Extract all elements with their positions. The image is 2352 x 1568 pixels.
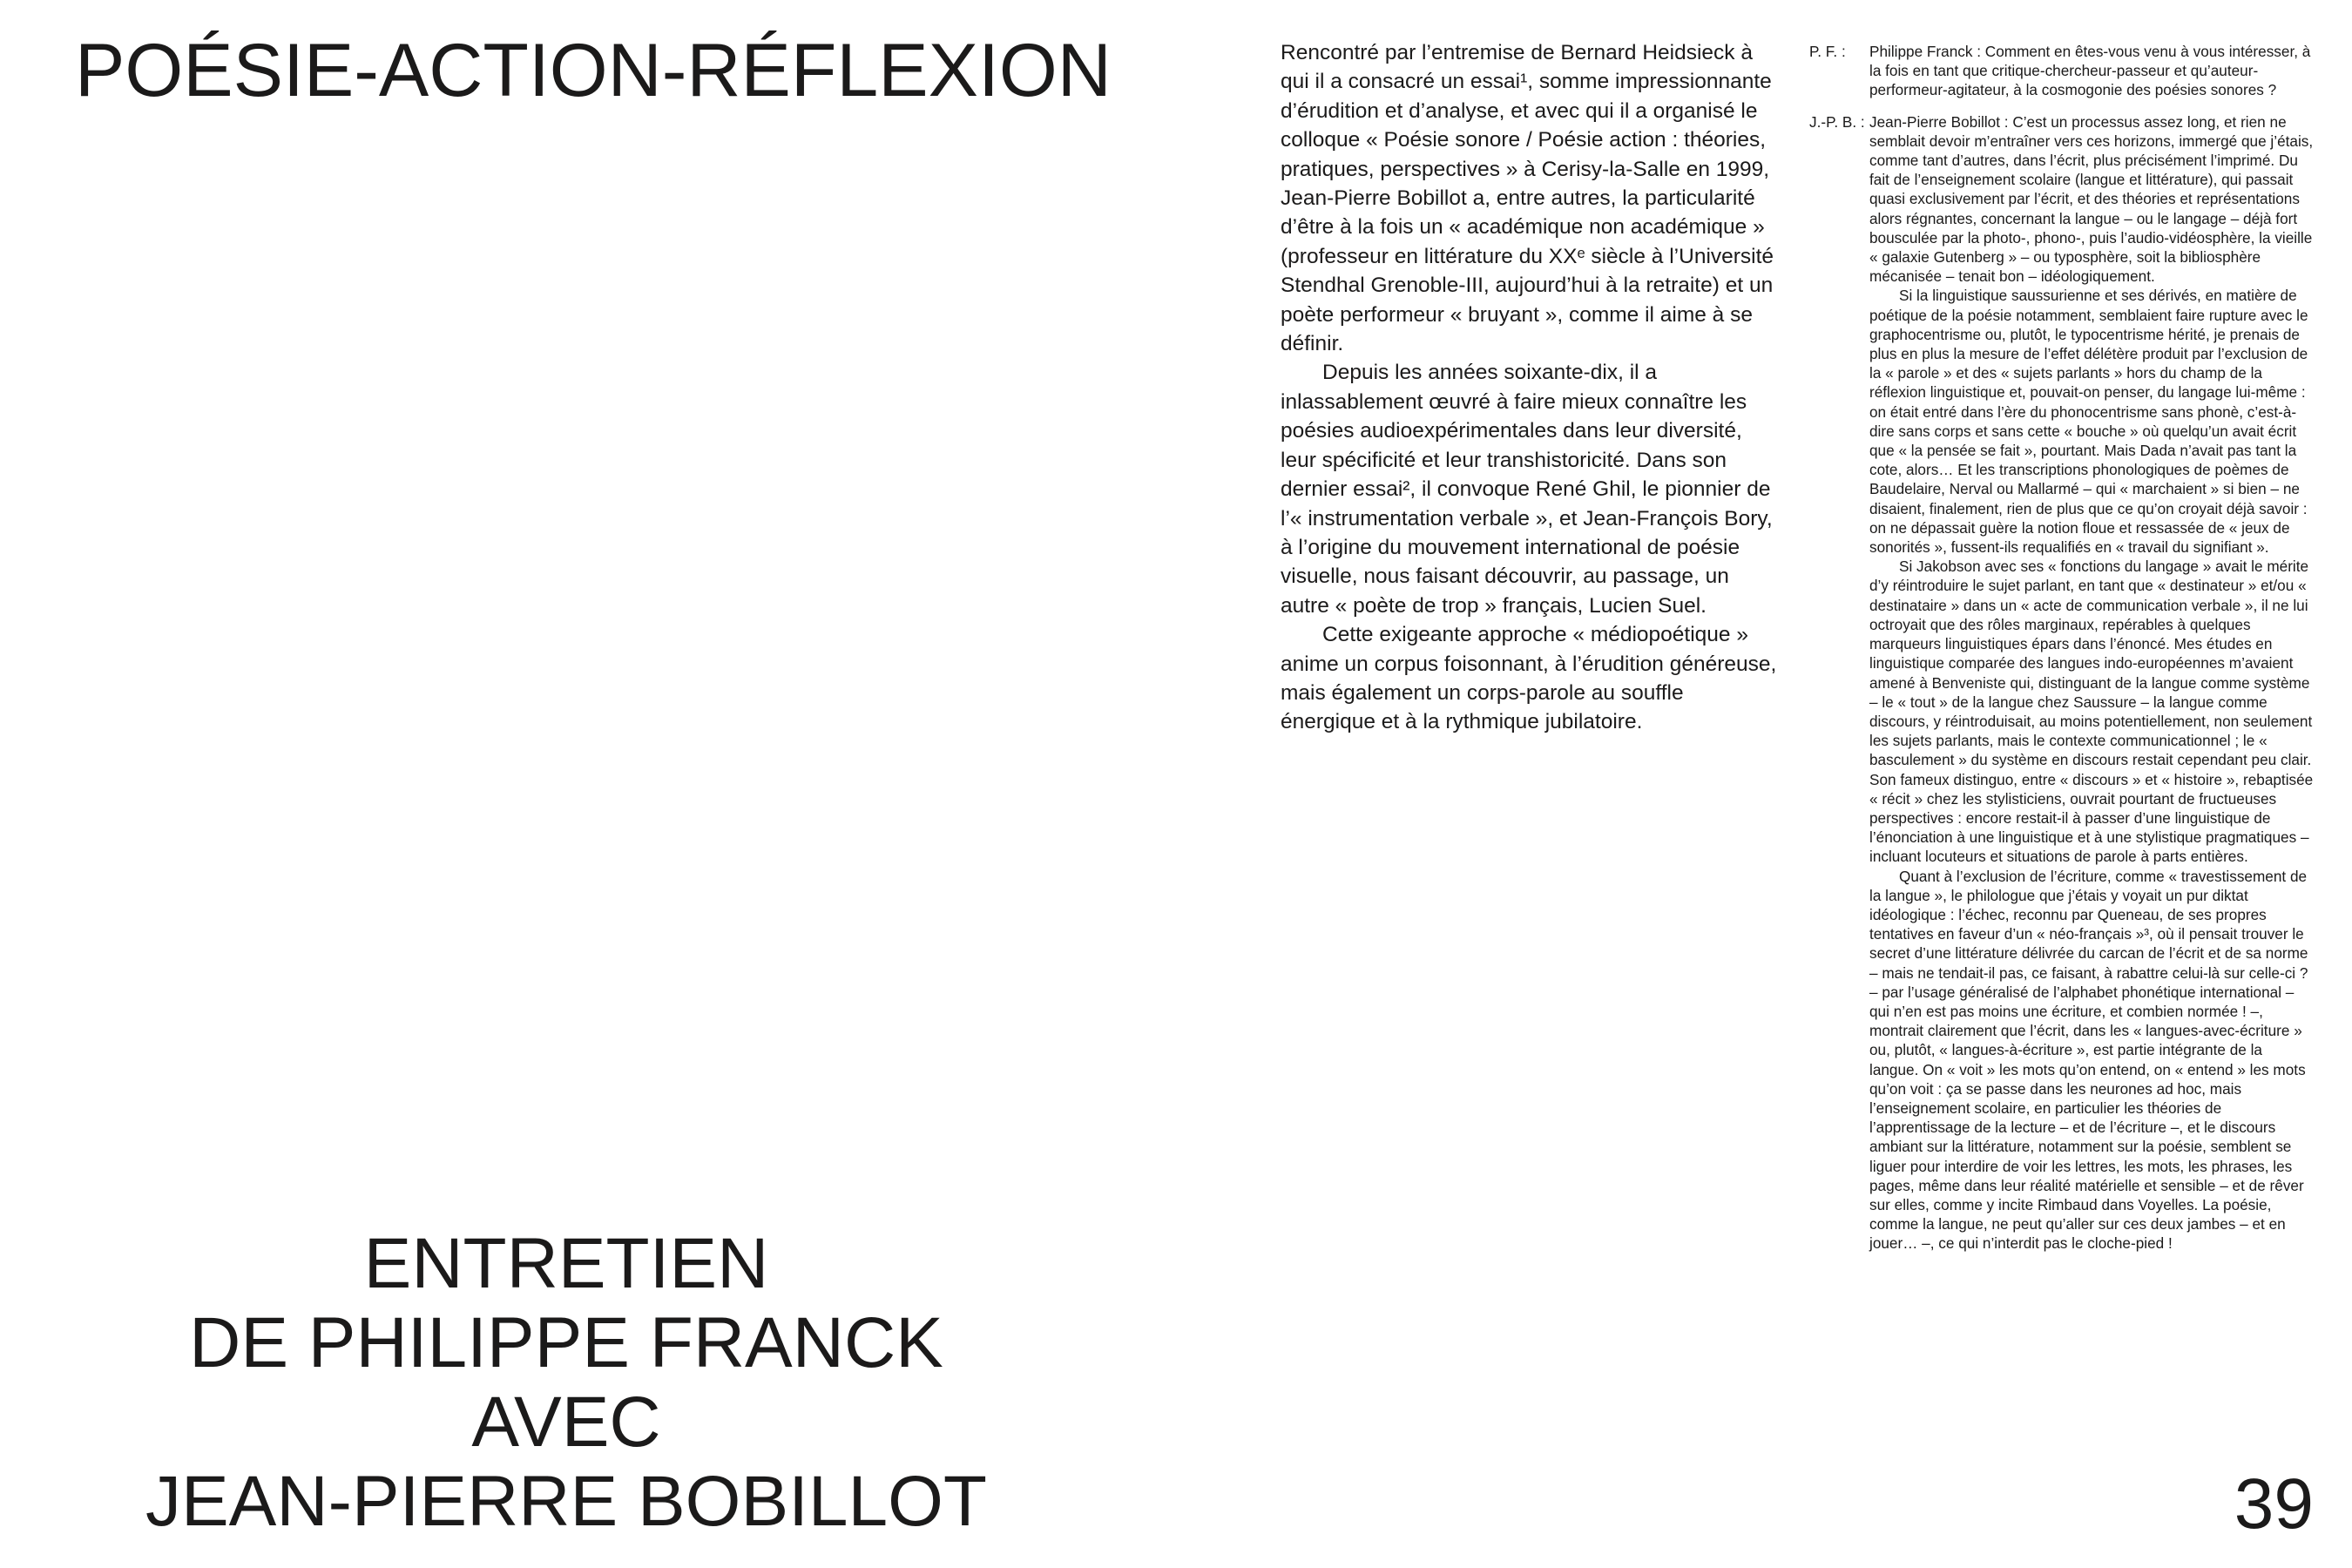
speaker-label: P. F. : <box>1809 43 1846 60</box>
answer-block <box>1809 112 2315 1254</box>
answer-paragraph: Si Jakobson avec ses « fonctions du langage » avait le mérite d’y réintroduire le sujet parlant, en tant que « destinateur » et/ou « destinataire » dans un « acte de communication verbale », il ne lui octroyait que des rôles marginaux, repérables à quelques marqueurs linguistiques épars dans l’énoncé. Mes études en linguistique comparée des langues indo-européennes m’avaient amené à Benveniste qui, distinguant de la langue comme système – le « tout » de la langue chez Saussure – la langue comme discours, y réintroduisait, au moins potentiellement, non seulement les sujets parlants, mais le contexte communicationnel ; le « basculement » du système en discours restait cependant peu clair. Son fameux distinguo, entre « discours » et « histoire », rebaptisée « récit » chez les stylisticiens, ouvrait pourtant de fructueuses perspectives : encore restait-il à passer d’une linguistique de l’énonciation à une linguistique et à une stylistique pragmatiques – incluant locuteurs et situations de parole à parts entières. <box>1869 558 2314 866</box>
interview-title <box>113 1224 1019 1541</box>
intro-column <box>1281 38 1781 737</box>
question-block <box>1809 42 2315 100</box>
answer-paragraph: Jean-Pierre Bobillot : C’est un processus assez long, et rien ne semblait devoir m’entraîner vers ces horizons, immergé que j’étais, comme tant d’autres, dans l’écrit, plus précisément l’imprimé. Du fait de l’enseignement scolaire (langue et littérature), qui passait quasi exclusivement par l’écrit, et des théories et représentations alors régnantes, concernant la langue – ou le langage – déjà fort bousculée par la photo-, phono-, puis l’audio-vidéosphère, la vieille « galaxie Gutenberg » – ou typosphère, soit la bibliosphère mécanisée – tenait bon – idéologiquement. <box>1869 112 2314 286</box>
answer-paragraph: Quant à l’exclusion de l’écriture, comme « travestissement de la langue », le philologue que j’étais y voyait un pur diktat idéologique : l’échec, reconnu par Queneau, de ses propres tentatives en faveur d’un « néo-français »³, où il pensait trouver le secret d’une littérature délivrée du carcan de l’écrit et de sa norme – mais ne tendait-il pas, ce faisant, à rabattre celui-là sur celle-ci ? – par l’usage généralisé de l’alphabet phonétique international – qui n’en est pas moins une écriture, et combien normée ! –, montrait clairement que l’écrit, dans les « langues-avec-écriture » ou, plutôt, « langues-à-écriture », est partie intégrante de la langue. On « voit » les mots qu’on entend, on « entend » les mots qu’on voit : ça se passe dans les neurones ad hoc, mais l’enseignement scolaire, en particulier les théories de l’apprentissage de la lecture – et de l’écriture –, et le discours ambiant sur la littérature, notamment sur la poésie, semblent se liguer pour interdire de voir les lettres, les mots, les phrases, les pages, même dans leur réalité matérielle et sensible – et de rêver sur elles, comme y incite Rimbaud dans Voyelles. La poésie, comme la langue, ne peut qu’aller sur ces deux jambes – et en jouer… –, ce qui n’interdit pas le cloche-pied ! <box>1869 867 2308 1253</box>
page-number: 39 <box>2234 1464 2314 1544</box>
intro-paragraph: Rencontré par l’entremise de Bernard Heidsieck à qui il a consacré un essai¹, somme impressionnante d’érudition et d’analyse, et avec qui il a organisé le colloque « Poésie sonore / Poésie action : théories, pratiques, perspectives » à Cerisy-la-Salle en 1999, Jean-Pierre Bobillot a, entre autres, la particularité d’être à la fois un « académique non académique » (professeur en littérature du XXᵉ siècle à l’Université Stendhal Grenoble-III, aujourd’hui à la retraite) et un poète performeur « bruyant », comme il aime à se définir. <box>1281 41 1774 356</box>
interview-column <box>1809 42 2315 1254</box>
answer-text <box>1869 112 2315 1254</box>
interview-title-line: JEAN-PIERRE BOBILLOT <box>145 1462 988 1541</box>
intro-paragraph: Cette exigeante approche « médiopoétique » anime un corpus foisonnant, à l’érudition généreuse, mais également un corps-parole au souffle énergique et à la rythmique jubilatoire. <box>1281 623 1777 734</box>
running-title: POÉSIE-ACTION-RÉFLEXION <box>75 29 1112 112</box>
question-text <box>1869 42 2315 100</box>
intro-paragraph: Depuis les années soixante-dix, il a inlassablement œuvré à faire mieux connaître les poésies audioexpérimentales dans leur diversité, leur spécificité et leur transhistoricité. Dans son dernier essai², il convoque René Ghil, le pionnier de l’« instrumentation verbale », et Jean-François Bory, à l’origine du mouvement international de poésie visuelle, nous faisant découvrir, au passage, un autre « poète de trop » français, Lucien Suel. <box>1281 361 1773 618</box>
speaker-label: J.-P. B. : <box>1809 112 1865 131</box>
interview-title-line: ENTRETIEN <box>363 1224 769 1303</box>
answer-paragraph: Si la linguistique saussurienne et ses dérivés, en matière de poétique de la poésie notamment, semblaient faire rupture avec le graphocentrisme ou, plutôt, le typocentrisme hérité, je prenais de plus en plus la mesure de l’effet délétère produit par l’exclusion de la « parole » et des « sujets parlants » hors du champ de la réflexion linguistique et, pouvait-on penser, du langage lui-même : on était entré dans l’ère du phonocentrisme sans phonè, c’est-à-dire sans corps et sans cette « bouche » où quelqu’un avait écrit que « la pensée se fait », pourtant. Mais Dada n’avait pas tant la cote, alors… Et les transcriptions phonologiques de poèmes de Baudelaire, Nerval ou Mallarmé – qui « marchaient » si bien – ne disaient, finalement, rien de plus que ce qu’on croyait déjà savoir : on ne dépassait guère la notion floue et ressassée de « jeux de sonorités », fussent-ils requalifiés en « travail du signifiant ». <box>1869 287 2308 557</box>
question-paragraph: Philippe Franck : Comment en êtes-vous venu à vous intéresser, à la fois en tant que critique-chercheur-passeur et qu’auteur-performeur-agitateur, à la cosmogonie des poésies sonores ? <box>1869 43 2311 99</box>
interview-title-line: DE PHILIPPE FRANCK <box>189 1303 943 1382</box>
interview-title-line: AVEC <box>471 1382 661 1462</box>
